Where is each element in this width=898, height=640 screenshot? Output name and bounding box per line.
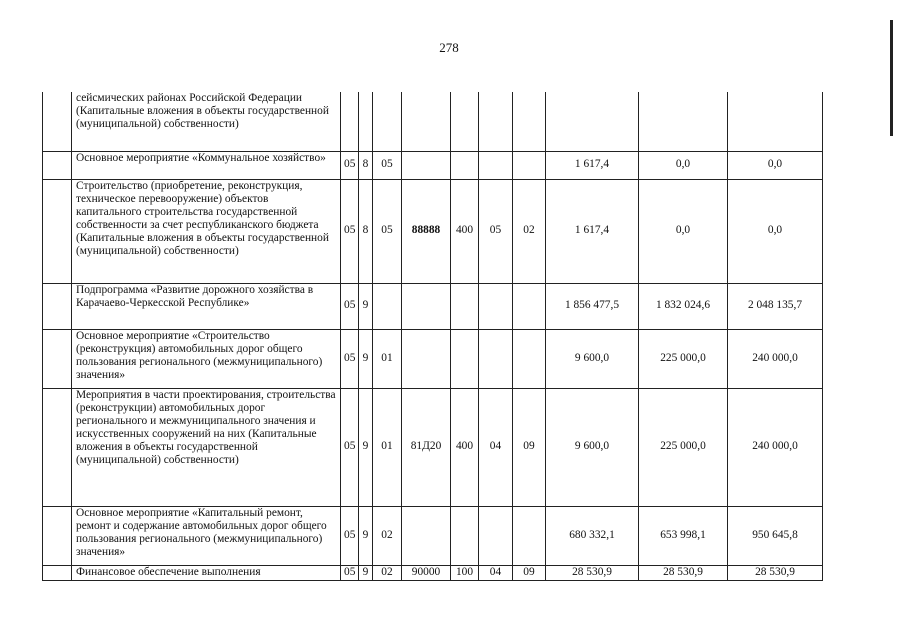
cell-om: 02 [373,565,402,580]
cell-year2: 1 832 024,6 [639,283,728,329]
cell-year2: 0,0 [639,179,728,283]
cell-pr [513,329,546,388]
margin-bar [890,20,893,136]
cell-om: 05 [373,151,402,179]
cell-rz: 05 [479,179,513,283]
row-name: Строительство (приобретение, реконструкция, техническое перевооружение) объектов капитального строительства государственной собственности за счет республиканского бюджета (Капитальные вложения в объекты государственной (муниципальной) собственности) [72,179,341,283]
cell-pr: 09 [513,388,546,506]
cell-gp [341,92,359,151]
cell-year1: 680 332,1 [546,506,639,565]
cell-year1: 28 530,9 [546,565,639,580]
cell-rz [479,283,513,329]
cell-rz [479,506,513,565]
cell-dir [402,329,451,388]
cell-year3: 0,0 [728,151,823,179]
cell-year1: 1 617,4 [546,151,639,179]
cell-vr [451,151,479,179]
cell-dir [402,506,451,565]
cell-pr: 09 [513,565,546,580]
cell-year3: 2 048 135,7 [728,283,823,329]
cell-pr [513,92,546,151]
cell-year2: 28 530,9 [639,565,728,580]
table-row [43,151,823,179]
table-row [43,388,823,506]
cell-sp [359,92,373,151]
cell-gp: 05 [341,506,359,565]
cell-sp: 9 [359,506,373,565]
cell-dir: 88888 [402,179,451,283]
cell-year2 [639,92,728,151]
cell-gp: 05 [341,565,359,580]
cell-sp: 9 [359,283,373,329]
cell-year1: 9 600,0 [546,388,639,506]
cell-gp: 05 [341,179,359,283]
cell-om: 01 [373,329,402,388]
row-name: Подпрограмма «Развитие дорожного хозяйства в Карачаево-Черкесской Республике» [72,283,341,329]
cell-gp: 05 [341,151,359,179]
cell-sp: 9 [359,565,373,580]
row-name: Финансовое обеспечение выполнения [72,565,341,580]
page-number: 278 [439,40,459,55]
table-row [43,506,823,565]
cell-sp: 9 [359,329,373,388]
cell-year3: 240 000,0 [728,329,823,388]
cell-year2: 0,0 [639,151,728,179]
cell-gp: 05 [341,388,359,506]
cell-rz [479,151,513,179]
cell-dir [402,151,451,179]
cell-vr: 400 [451,179,479,283]
cell-gp: 05 [341,283,359,329]
budget-table [42,92,823,581]
cell-rz [479,329,513,388]
table-row [43,329,823,388]
cell-pr [513,151,546,179]
cell-year3: 0,0 [728,179,823,283]
row-name: Основное мероприятие «Строительство (реконструкция) автомобильных дорог общего пользования регионального (межмуниципального) значения» [72,329,341,388]
row-name: сейсмических районах Российской Федерации (Капитальные вложения в объекты государственной (муниципальной) собственности) [72,92,341,151]
cell-vr [451,92,479,151]
table-row [43,565,823,580]
cell-pr [513,283,546,329]
cell-rz: 04 [479,388,513,506]
cell-gp: 05 [341,329,359,388]
cell-om: 02 [373,506,402,565]
table-row [43,179,823,283]
cell-pr: 02 [513,179,546,283]
cell-om [373,92,402,151]
cell-dir [402,283,451,329]
cell-rz: 04 [479,565,513,580]
cell-vr: 400 [451,388,479,506]
cell-year3: 950 645,8 [728,506,823,565]
cell-dir: 90000 [402,565,451,580]
row-name: Основное мероприятие «Коммунальное хозяйство» [72,151,341,179]
cell-year1 [546,92,639,151]
cell-year2: 225 000,0 [639,388,728,506]
cell-dir [402,92,451,151]
cell-rz [479,92,513,151]
cell-vr [451,283,479,329]
table-row [43,92,823,151]
cell-om: 01 [373,388,402,506]
cell-year3: 28 530,9 [728,565,823,580]
cell-vr [451,329,479,388]
cell-dir: 81Д20 [402,388,451,506]
cell-year2: 653 998,1 [639,506,728,565]
cell-year2: 225 000,0 [639,329,728,388]
cell-sp: 8 [359,151,373,179]
cell-sp: 9 [359,388,373,506]
cell-year1: 1 617,4 [546,179,639,283]
cell-year1: 1 856 477,5 [546,283,639,329]
cell-year3 [728,92,823,151]
row-name: Мероприятия в части проектирования, строительства (реконструкции) автомобильных дорог регионального и межмуниципального значения и искусственных сооружений на них (Капитальные вложения в объекты государственной (муниципальной) собственности) [72,388,341,506]
cell-om [373,283,402,329]
cell-sp: 8 [359,179,373,283]
cell-vr [451,506,479,565]
cell-vr: 100 [451,565,479,580]
cell-om: 05 [373,179,402,283]
cell-year1: 9 600,0 [546,329,639,388]
cell-year3: 240 000,0 [728,388,823,506]
table-row [43,283,823,329]
row-name: Основное мероприятие «Капитальный ремонт, ремонт и содержание автомобильных дорог общего пользования регионального (межмуниципального) значения» [72,506,341,565]
cell-pr [513,506,546,565]
